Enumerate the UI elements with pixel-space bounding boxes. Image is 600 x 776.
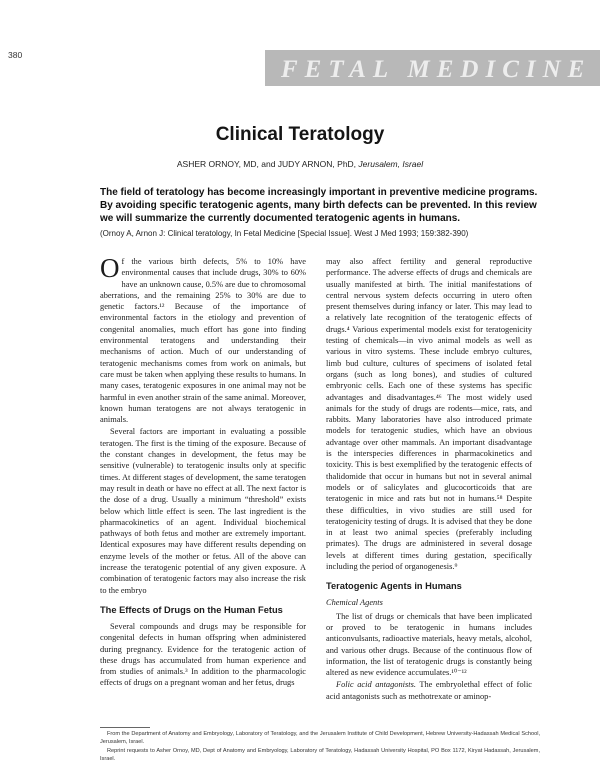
right-paragraph-1: may also affect fertility and general reproductive performance. The adverse effects of drugs and chemicals are usually manifested at birth. The initial manifestations of central nervous system defects occurring in utero often present themselves during infancy or later. This may lead to a relatively late recognition of the teratogenic effects of drugs.⁴ Various experimental models exist for teratogenicity testing of chemicals—in vivo animal models as well as various in vitro systems. These include embryo cultures, limb bud culture, cultures of specimens of isolated fetal organs (such as long bones), and studies of cultured embryonic cells. Each one of these systems has specific advantages and disadvantages.⁴⁶ The most widely used animals for the study of drugs are rodents—mice, rats, and rabbits. Many laboratories have also introduced primate models for teratogenic studies, which have an obvious advantage over other mammals. An important disadvantage is the interspecies differences in pharmacokinetics and toxicity. This is best exemplified by the teratogenic effects of thalidomide that occur in humans but not in several animal models or of salicylates and glucocorticoids that are teratogenic in mice and rats but not in humans.⁵⁸ Despite these difficulties, in vivo studies are still used for teratogenicity testing of drugs. It is advised that they be done in at least two animal species (preferably including primates). The drugs are administered in several dosage levels at different times during gestation, specifically including the period of organogenesis.⁹ xyxy=(326,257,532,572)
drop-cap: O xyxy=(100,253,120,283)
right-paragraph-3 xyxy=(326,679,532,702)
left-paragraph-1 xyxy=(100,253,306,425)
right-column xyxy=(326,256,532,702)
page-number: 380 xyxy=(8,50,23,60)
footnote-rule xyxy=(100,727,150,728)
left-paragraph-3: Several compounds and drugs may be responsible for congenital defects in human offspring when administered during pregnancy. Evidence for the teratogenic action of these drugs has accumulated from human experience and from studies of animals.³ In addition to the pharmacologic effects of drugs on a pregnant woman and her fetus, drugs xyxy=(100,621,306,688)
footnote-affiliation: From the Department of Anatomy and Embryology, Laboratory of Teratology, and the Jerusalem Institute of Child Development, Hebrew University-Hadassah Medical School, Jerusalem, Israel. xyxy=(100,731,540,745)
left-paragraph-1-text: f the various birth defects, 5% to 10% have environmental causes that include drugs, 30% to 60% have an unknown cause, 0.5% are due to chromosomal aberrations, and the remaining 25% to 30% are due to genetic factors.¹² Because of the importance of environmental factors in the etiology and prevention of congenital anomalies, much effort has gone into finding environmental teratogens and understanding their mechanisms of action. Much of our understanding of teratogenic mechanisms comes from work on animals, but care must be taken when applying these results to humans. In many cases, teratogenic exposures in one animal may not be harmful in even another strain of the same animal. Moreover, known human teratogens are not always teratogenic in animals. xyxy=(100,257,306,425)
left-column xyxy=(100,253,306,689)
right-paragraph-2: The list of drugs or chemicals that have been implicated or proved to be teratogenic in humans includes anticonvulsants, radioactive materials, heavy metals, alcohol, and various other drugs. Because of the continuous flow of information, the list of teratogenic drugs is constantly being altered as new evidence accumulates.¹⁰⁻¹² xyxy=(326,611,532,678)
section-banner-text: FETAL MEDICINE xyxy=(281,56,592,83)
section-heading-teratogenic-agents: Teratogenic Agents in Humans xyxy=(326,581,462,592)
subheading-chemical-agents: Chemical Agents xyxy=(326,598,383,608)
left-paragraph-2: Several factors are important in evaluating a possible teratogen. The first is the timing of the exposure. Because of the constant changes in development, the fetus may be sensitive (vulnerable) to teratogenic insults only at specific times. At different stages of development, the same teratogen may result in death or have no effect at all. The next factor is the dose of a drug. Usually a minimum “threshold” exists below which little effect is seen. The last ingredient is the pharmacokinetics of an agent. Individual biochemical pathways of both fetus and mother are extremely important. Identical exposures may have different results depending on enzyme levels of the mother or fetus. All of the above can increase the teratogenic potential of any given exposure. A combination of teratogenic factors may also increase the risk to the embryo xyxy=(100,427,306,595)
article-title: Clinical Teratology xyxy=(215,124,385,145)
author-names: ASHER ORNOY, MD, and JUDY ARNON, PhD, xyxy=(176,159,357,169)
section-banner xyxy=(265,50,600,86)
author-location: Jerusalem, Israel xyxy=(358,159,424,169)
footnote-reprint: Reprint requests to Asher Ornoy, MD, Dept of Anatomy and Embryology, Laboratory of Teratology, Hadassah University Hospital, PO Box 1172, Kiryat Hadassah, Jerusalem, Israel. xyxy=(100,748,540,762)
article-abstract: The field of teratology has become increasingly important in preventive medicine programs. By avoiding specific teratogenic agents, many birth defects can be prevented. In this review we will summarize the currently documented teratogenic agents in humans. xyxy=(100,187,538,224)
folic-acid-lead: Folic acid antagonists. xyxy=(336,680,416,690)
article-authors xyxy=(0,159,600,169)
section-heading-drug-effects: The Effects of Drugs on the Human Fetus xyxy=(100,604,283,615)
article-citation: (Ornoy A, Arnon J: Clinical teratology, In Fetal Medicine [Special Issue]. West J Med 1993; 159:382-390) xyxy=(100,229,469,238)
right-paragraph-3-text: The embryolethal effect of folic acid antagonists such as methotrexate or aminop- xyxy=(326,680,532,701)
